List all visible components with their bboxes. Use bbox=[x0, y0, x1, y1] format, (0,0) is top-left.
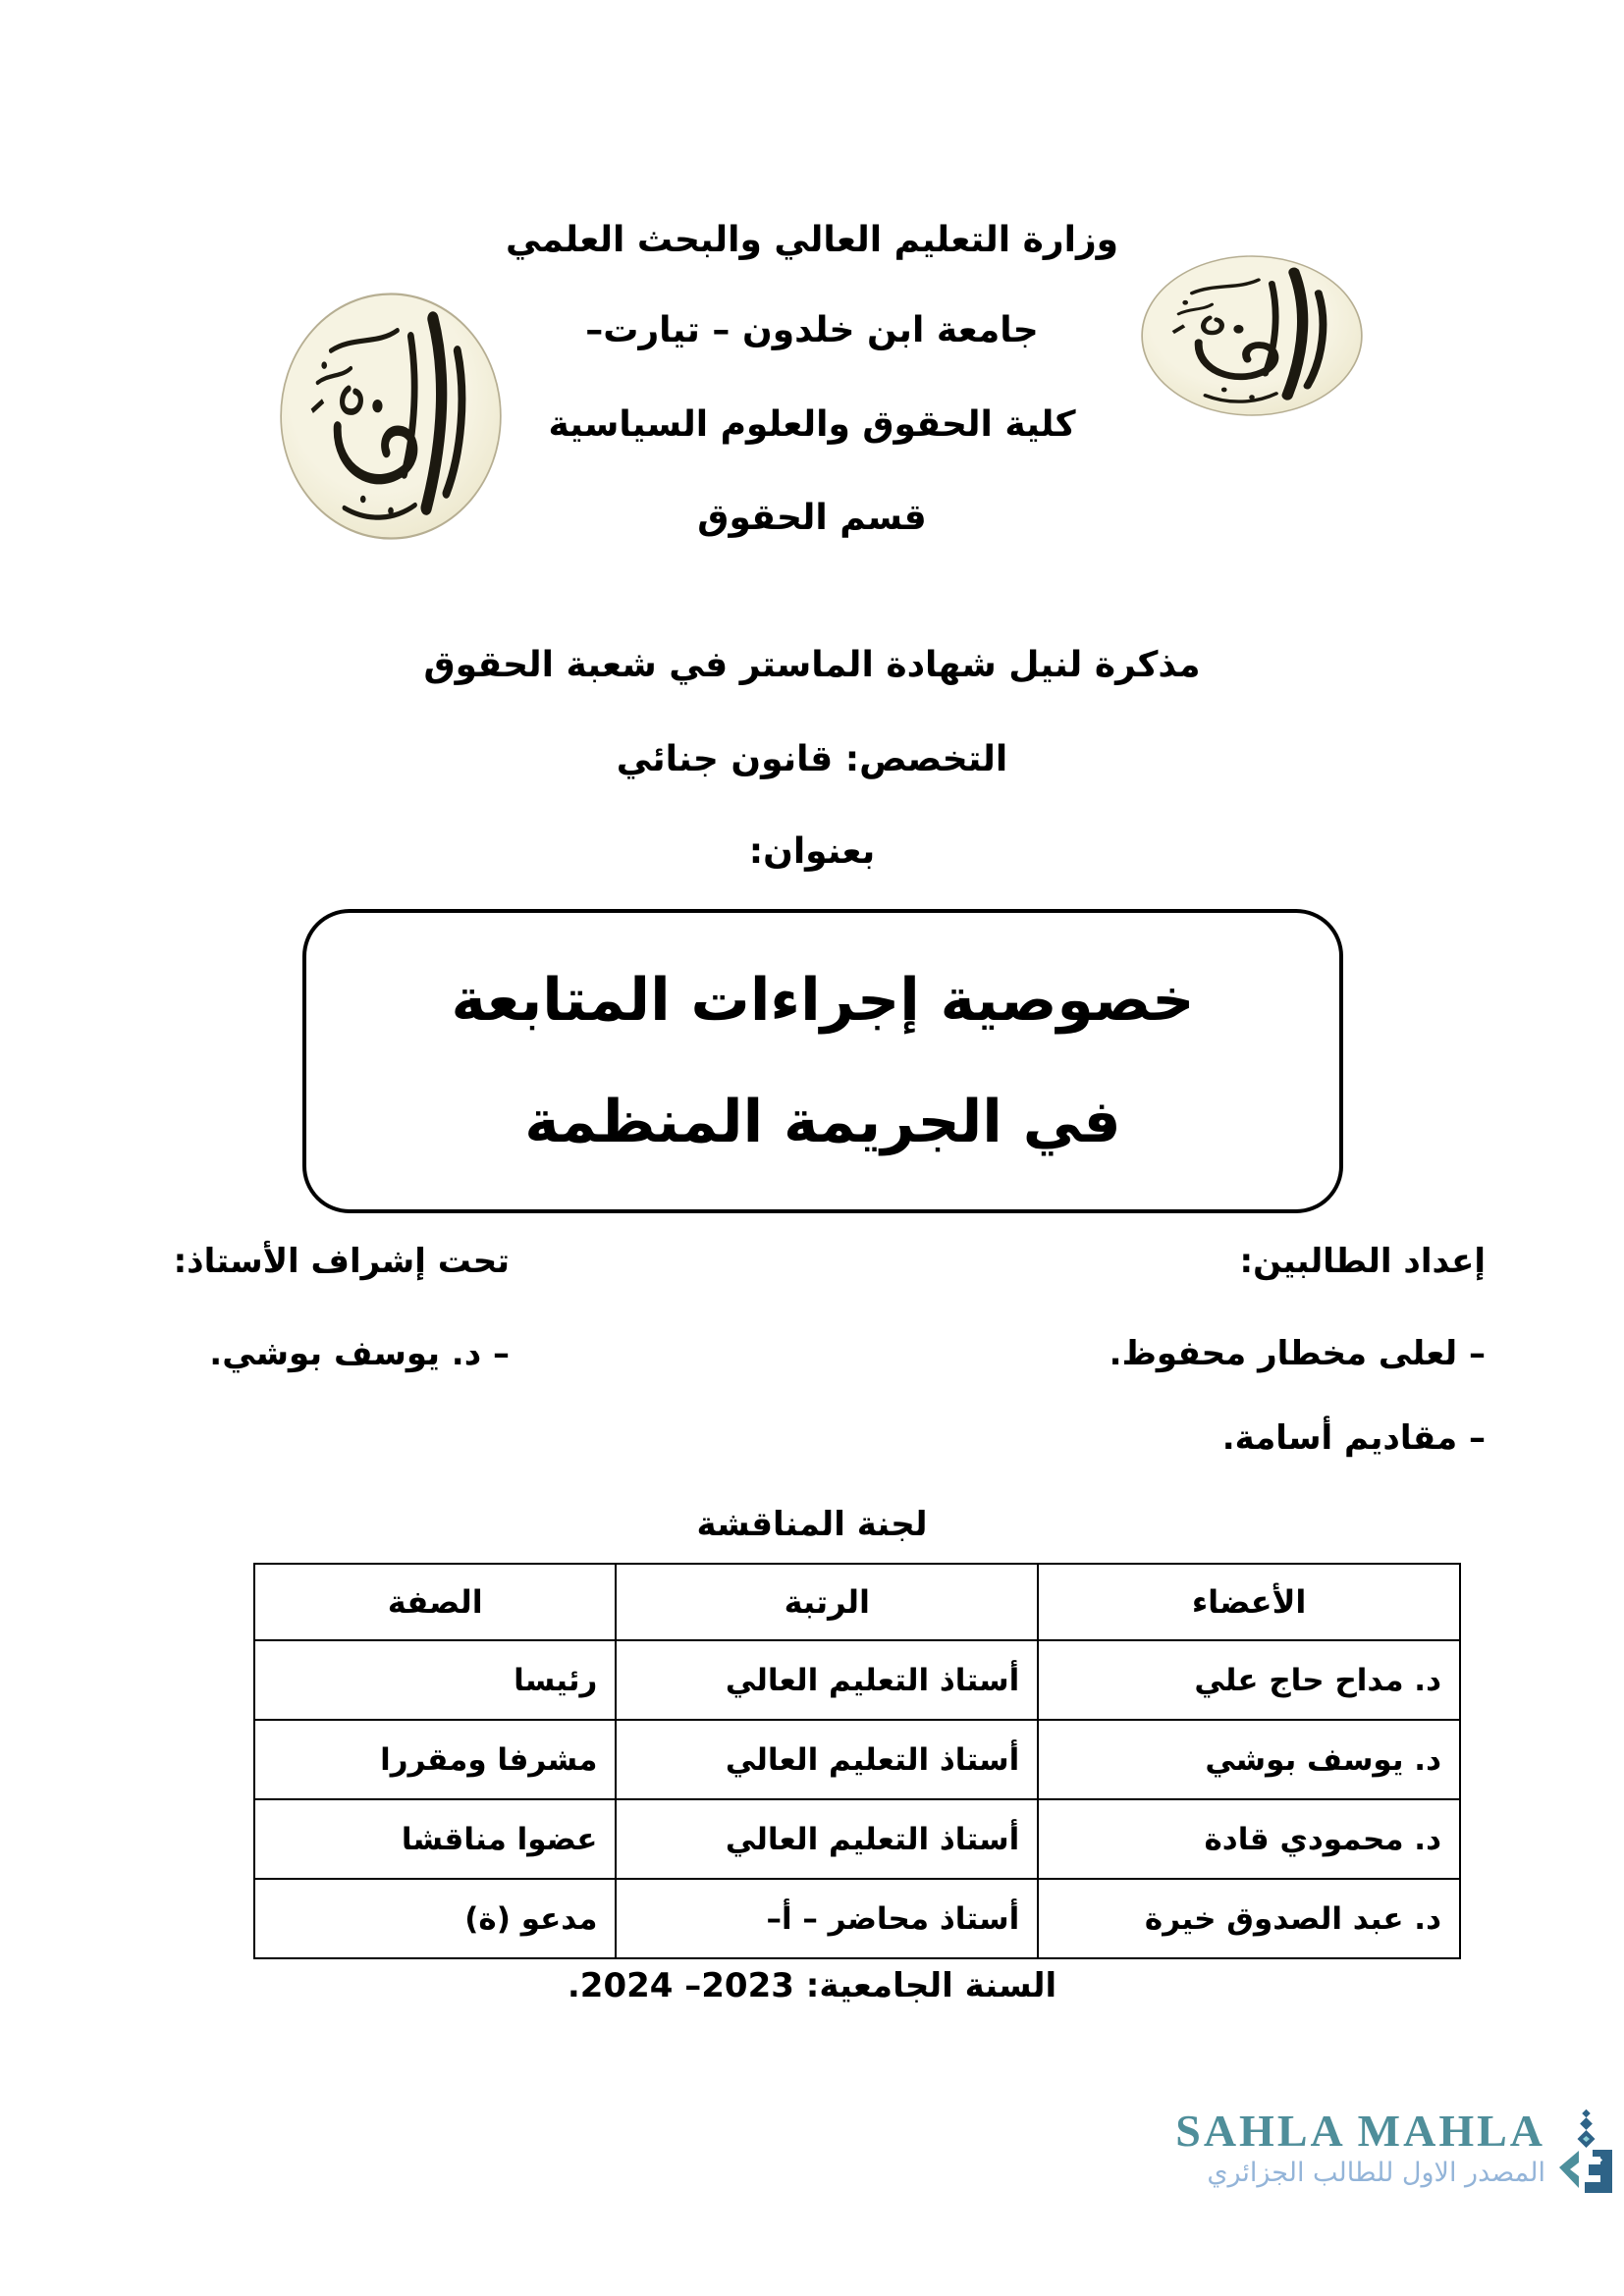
faculty-line: كلية الحقوق والعلوم السياسية bbox=[548, 404, 1076, 445]
sahla-mahla-logo-icon bbox=[1555, 2109, 1616, 2207]
thesis-title-line1: خصوصية إجراءات المتابعة bbox=[451, 965, 1195, 1035]
member-rank: أستاذ التعليم العالي bbox=[616, 1799, 1038, 1879]
ministry-line: وزارة التعليم العالي والبحث العلمي bbox=[505, 220, 1119, 260]
column-header-rank: الرتبة bbox=[616, 1564, 1038, 1640]
table-row bbox=[254, 1640, 1460, 1720]
supervisor-name: – د. يوسف بوشي. bbox=[209, 1334, 510, 1373]
member-name: د. محمودي قادة bbox=[1038, 1799, 1460, 1879]
supervisor-label: تحت إشراف الأستاذ: bbox=[173, 1242, 510, 1281]
university-seal-icon bbox=[280, 293, 502, 540]
thesis-title-line2: في الجريمة المنظمة bbox=[524, 1088, 1121, 1157]
committee-table bbox=[253, 1563, 1461, 1959]
member-rank: أستاذ التعليم العالي bbox=[616, 1640, 1038, 1720]
university-line: جامعة ابن خلدون – تيارت– bbox=[585, 310, 1039, 350]
member-role: رئيسا bbox=[254, 1640, 616, 1720]
student-name: – مقاديم أسامة. bbox=[1221, 1418, 1486, 1458]
committee-header-row bbox=[254, 1564, 1460, 1640]
member-name: د. عبد الصدوق خيرة bbox=[1038, 1879, 1460, 1958]
academic-year-line: السنة الجامعية: 2023– 2024. bbox=[567, 1966, 1057, 2005]
table-row bbox=[254, 1879, 1460, 1958]
column-header-role: الصفة bbox=[254, 1564, 616, 1640]
sahla-mahla-watermark bbox=[1175, 2106, 1616, 2207]
titled-label: بعنوان: bbox=[748, 831, 876, 872]
member-role: مدعو (ة) bbox=[254, 1879, 616, 1958]
sahla-mahla-brand-text: SAHLA MAHLA bbox=[1175, 2106, 1545, 2156]
member-rank: أستاذ محاضر – أ– bbox=[616, 1879, 1038, 1958]
student-name: – لعلى مخطار محفوظ. bbox=[1109, 1334, 1486, 1373]
column-header-members: الأعضاء bbox=[1038, 1564, 1460, 1640]
member-role: مشرفا ومقررا bbox=[254, 1720, 616, 1799]
specialty-line: التخصص: قانون جنائي bbox=[616, 739, 1008, 779]
department-line: قسم الحقوق bbox=[697, 498, 927, 538]
member-name: د. يوسف بوشي bbox=[1038, 1720, 1460, 1799]
university-seal-icon bbox=[1141, 255, 1363, 416]
member-role: عضوا مناقشا bbox=[254, 1799, 616, 1879]
students-label: إعداد الطالبين: bbox=[1239, 1242, 1486, 1281]
memoire-line: مذكرة لنيل شهادة الماستر في شعبة الحقوق bbox=[423, 645, 1201, 685]
member-rank: أستاذ التعليم العالي bbox=[616, 1720, 1038, 1799]
member-name: د. مداح حاج علي bbox=[1038, 1640, 1460, 1720]
sahla-mahla-tagline: المصدر الاول للطالب الجزائري bbox=[1207, 2158, 1545, 2188]
table-row bbox=[254, 1720, 1460, 1799]
table-row bbox=[254, 1799, 1460, 1879]
thesis-title-box bbox=[302, 909, 1343, 1213]
committee-heading: لجنة المناقشة bbox=[696, 1505, 928, 1544]
